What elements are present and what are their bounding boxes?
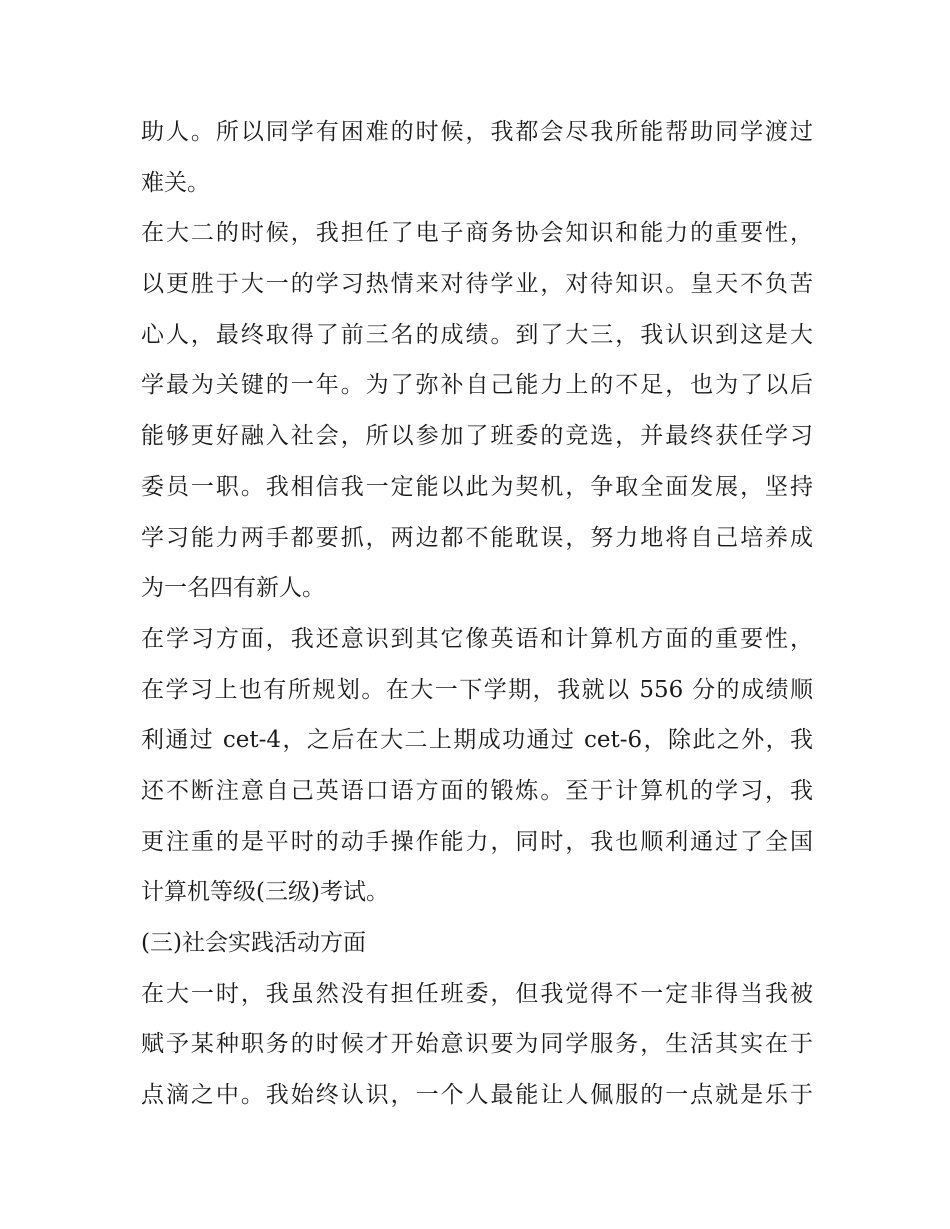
- text-line: 委员一职。我相信我一定能以此为契机，争取全面发展，坚持: [141, 473, 813, 500]
- text-line: 学习能力两手都要抓，两边都不能耽误，努力地将自己培养成: [141, 524, 813, 551]
- text-line: 能够更好融入社会，所以参加了班委的竞选，并最终获任学习: [141, 423, 813, 450]
- text-line: 难关。: [141, 169, 210, 196]
- text-line: 计算机等级(三级)考试。: [141, 879, 389, 906]
- text-line: 为一名四有新人。: [141, 575, 325, 602]
- text-line: 在学习方面，我还意识到其它像英语和计算机方面的重要性，: [141, 625, 813, 652]
- document-body: [141, 107, 813, 1121]
- text-line: 点滴之中。我始终认识，一个人最能让人佩服的一点就是乐于: [141, 1082, 813, 1109]
- text-line: 心人，最终取得了前三名的成绩。到了大三，我认识到这是大: [141, 321, 813, 348]
- text-line: 更注重的是平时的动手操作能力，同时，我也顺利通过了全国: [141, 828, 813, 855]
- text-line: 赋予某种职务的时候才开始意识要为同学服务，生活其实在于: [141, 1031, 813, 1058]
- text-line: 在大一时，我虽然没有担任班委，但我觉得不一定非得当我被: [141, 980, 813, 1007]
- section-heading: (三)社会实践活动方面: [141, 930, 366, 956]
- text-line: 在大二的时候，我担任了电子商务协会知识和能力的重要性，: [141, 220, 813, 247]
- text-line: 学最为关键的一年。为了弥补自己能力上的不足，也为了以后: [141, 372, 813, 399]
- text-line: 助人。所以同学有困难的时候，我都会尽我所能帮助同学渡过: [141, 119, 813, 145]
- text-line: 利通过 cet-4，之后在大二上期成功通过 cet-6，除此之外，我: [141, 727, 813, 754]
- text-line: 还不断注意自己英语口语方面的锻炼。至于计算机的学习，我: [141, 777, 813, 804]
- text-line: 在学习上也有所规划。在大一下学期，我就以 556 分的成绩顺: [141, 676, 813, 703]
- text-line: 以更胜于大一的学习热情来对待学业，对待知识。皇天不负苦: [141, 271, 813, 298]
